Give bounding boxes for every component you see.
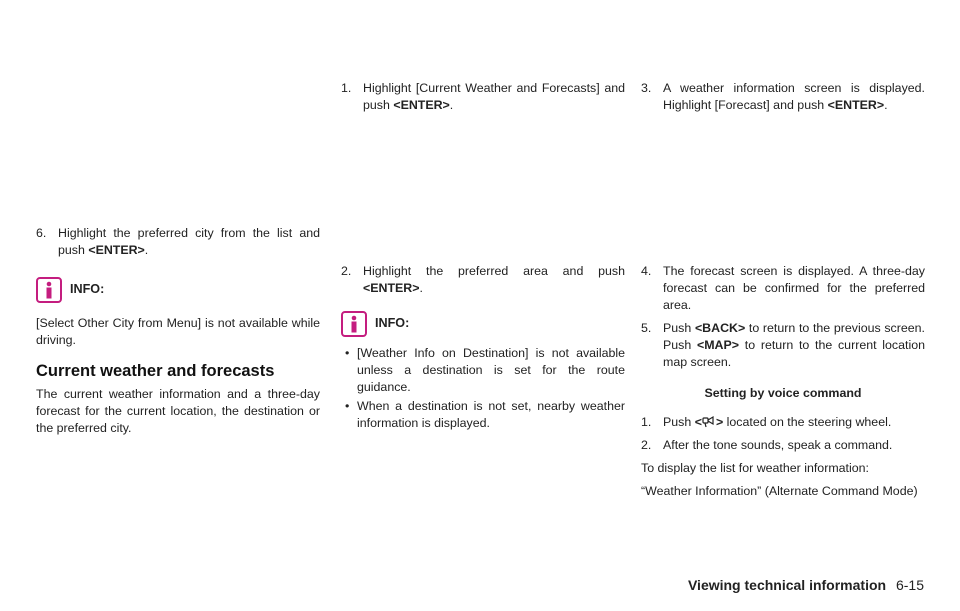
info-bullet: • When a destination is not set, nearby weather information is displayed. [341, 398, 625, 432]
info-label: INFO: [70, 282, 105, 296]
section-title: Current weather and forecasts [36, 362, 275, 380]
middle-column-top [341, 80, 625, 114]
step-number: 6. [36, 226, 47, 240]
map-key-label: <MAP> [697, 338, 740, 352]
step-1: 1. Highlight [Current Weather and Forecasts] and push <ENTER>. [341, 81, 625, 112]
right-column-bottom [641, 263, 925, 500]
step-text: The forecast screen is displayed. A three-day forecast can be confirmed for the preferred area. [663, 264, 925, 312]
info-bullet-list [341, 345, 625, 432]
page-number: 6-15 [895, 577, 924, 593]
step-text: Highlight [Current Weather and Forecasts] and push [363, 81, 625, 112]
step-text: Highlight the preferred city from the list and push [58, 226, 320, 257]
right-column-top [641, 80, 925, 114]
page-footer [688, 577, 924, 593]
step-number: 2. [641, 438, 652, 452]
step-3: 3. A weather information screen is displayed. Highlight [Forecast] and push <ENTER>. [641, 81, 925, 112]
step-number: 1. [641, 415, 652, 429]
voice-step-1: 1. Push < > located on the steering wheel. [641, 415, 892, 429]
step-2: 2. Highlight the preferred area and push <ENTER>. [341, 264, 625, 295]
middle-column-bottom [341, 263, 625, 432]
step-4 [641, 263, 925, 314]
info-icon [341, 311, 367, 337]
step-text: Highlight the preferred area and push [363, 264, 625, 278]
step-number: 1. [341, 81, 352, 95]
step-6: 6. Highlight the preferred city from the list and push <ENTER>. [36, 226, 320, 257]
info-bullet: • [Weather Info on Destination] is not available unless a destination is set for the route guidance. [341, 345, 625, 396]
info-heading [341, 311, 625, 337]
info-text: [Select Other City from Menu] is not available while driving. [36, 316, 320, 347]
step-number: 5. [641, 321, 652, 335]
info-heading [36, 277, 320, 303]
step-number: 3. [641, 81, 652, 95]
list-text: To display the list for weather information: [641, 461, 869, 475]
command-text: “Weather Information” (Alternate Command Mode) [641, 484, 918, 498]
enter-key-label: <ENTER> [827, 98, 885, 112]
enter-key-label: <ENTER> [393, 98, 450, 112]
enter-key-label: <ENTER> [363, 281, 420, 295]
step-number: 4. [641, 264, 652, 278]
left-column [36, 225, 320, 437]
section-text: The current weather information and a three-day forecast for the current location, the destination or the preferred city. [36, 387, 320, 435]
voice-command-heading: Setting by voice command [704, 386, 862, 400]
footer-section-title: Viewing technical information [687, 577, 887, 593]
info-label: INFO: [375, 316, 410, 330]
enter-key-label: <ENTER> [88, 243, 145, 257]
microphone-icon [702, 415, 716, 428]
step-text: A weather information screen is displayed. Highlight [Forecast] and push [663, 81, 925, 112]
step-5: 5. Push <BACK> to return to the previous screen. Push <MAP> to return to the current location map screen. [641, 321, 925, 369]
step-number: 2. [341, 264, 352, 278]
back-key-label: <BACK> [694, 321, 746, 335]
info-icon [36, 277, 62, 303]
voice-step-2: 2. After the tone sounds, speak a command. [641, 438, 893, 452]
